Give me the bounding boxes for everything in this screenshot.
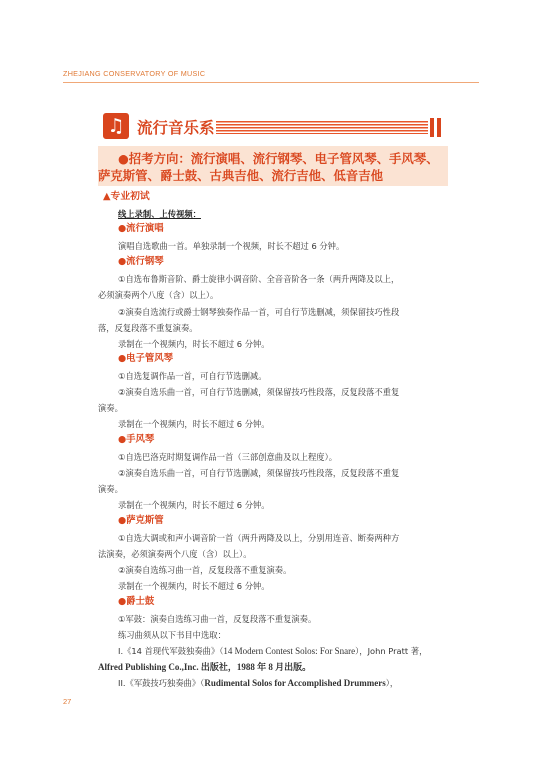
sax-text-1: ①自选大调或和声小调音阶一首（两升两降及以上，分别用连音、断奏两种方 bbox=[118, 533, 400, 543]
piano-text-1: ①自选布鲁斯音阶、爵士旋律小调音阶、全音音阶各一条（两升两降及以上， bbox=[118, 274, 400, 284]
piano-text-4: 落，反复段落不重复演奏。 bbox=[98, 323, 198, 333]
organ-text-4: 录制在一个视频内，时长不超过 6 分钟。 bbox=[118, 419, 270, 429]
direction-line-1: ●招考方向：流行演唱、流行钢琴、电子管风琴、手风琴、 bbox=[118, 151, 439, 166]
title-decoration-bar bbox=[437, 118, 441, 137]
sax-text-4: 录制在一个视频内，时长不超过 6 分钟。 bbox=[118, 581, 270, 591]
drums-text-1: ①军鼓：演奏自选练习曲一首，反复段落不重复演奏。 bbox=[118, 614, 317, 624]
piano-text-2: 必须演奏两个八度（含）以上）。 bbox=[98, 290, 219, 300]
title-decoration bbox=[216, 121, 428, 134]
running-header: ZHEJIANG CONSERVATORY OF MUSIC bbox=[63, 69, 206, 78]
organ-text-2: ②演奏自选乐曲一首，可自行节选删减，须保留技巧性段落，反复段落不重复 bbox=[118, 387, 400, 397]
music-note-icon: ♫ bbox=[103, 113, 129, 139]
accordion-text-3: 演奏。 bbox=[98, 484, 123, 494]
drums-heading: ●爵士鼓 bbox=[118, 596, 155, 607]
book-1-line-2: Alfred Publishing Co.,Inc. 出版社，1988 年 8 月出版。 bbox=[98, 662, 312, 672]
page-number: 27 bbox=[63, 697, 72, 706]
header-rule bbox=[63, 82, 479, 83]
organ-heading: ●电子管风琴 bbox=[118, 353, 174, 364]
accordion-text-1: ①自选巴洛克时期复调作品一首（三部创意曲及以上程度）。 bbox=[118, 452, 338, 462]
sax-text-2: 法演奏，必须演奏两个八度（含）以上）。 bbox=[98, 549, 252, 559]
department-title: 流行音乐系 bbox=[137, 119, 215, 137]
drums-text-2: 练习曲须从以下书目中选取： bbox=[118, 630, 226, 640]
accordion-text-4: 录制在一个视频内，时长不超过 6 分钟。 bbox=[118, 500, 270, 510]
book-2-line-1: II.《军鼓技巧独奏曲》（Rudimental Solos for Accomplished Drummers）， bbox=[118, 678, 399, 688]
section-heading: ▲专业初试 bbox=[103, 191, 150, 202]
piano-heading: ●流行钢琴 bbox=[118, 256, 164, 267]
sax-heading: ●萨克斯管 bbox=[118, 515, 164, 526]
piano-text-5: 录制在一个视频内，时长不超过 6 分钟。 bbox=[118, 339, 270, 349]
organ-text-3: 演奏。 bbox=[98, 403, 123, 413]
accordion-text-2: ②演奏自选乐曲一首，可自行节选删减，须保留技巧性段落，反复段落不重复 bbox=[118, 468, 400, 478]
accordion-heading: ●手风琴 bbox=[118, 434, 155, 445]
book-1-line-1: I.《14 首现代军鼓独奏曲》（14 Modern Contest Solos: For Snare），John Pratt 著， bbox=[118, 646, 428, 656]
title-decoration-bar bbox=[430, 118, 434, 137]
piano-text-3: ②演奏自选流行或爵士钢琴独奏作品一首，可自行节选删减，须保留技巧性段 bbox=[118, 307, 400, 317]
direction-line-2: 萨克斯管、爵士鼓、古典吉他、流行吉他、低音吉他 bbox=[98, 168, 383, 183]
vocal-heading: ●流行演唱 bbox=[118, 223, 164, 234]
vocal-text: 演唱自选歌曲一首。单独录制一个视频，时长不超过 6 分钟。 bbox=[118, 241, 345, 251]
sax-text-3: ②演奏自选练习曲一首，反复段落不重复演奏。 bbox=[118, 565, 292, 575]
organ-text-1: ①自选复调作品一首，可自行节选删减。 bbox=[118, 371, 267, 381]
upload-heading: 线上录制、上传视频： bbox=[118, 209, 201, 219]
